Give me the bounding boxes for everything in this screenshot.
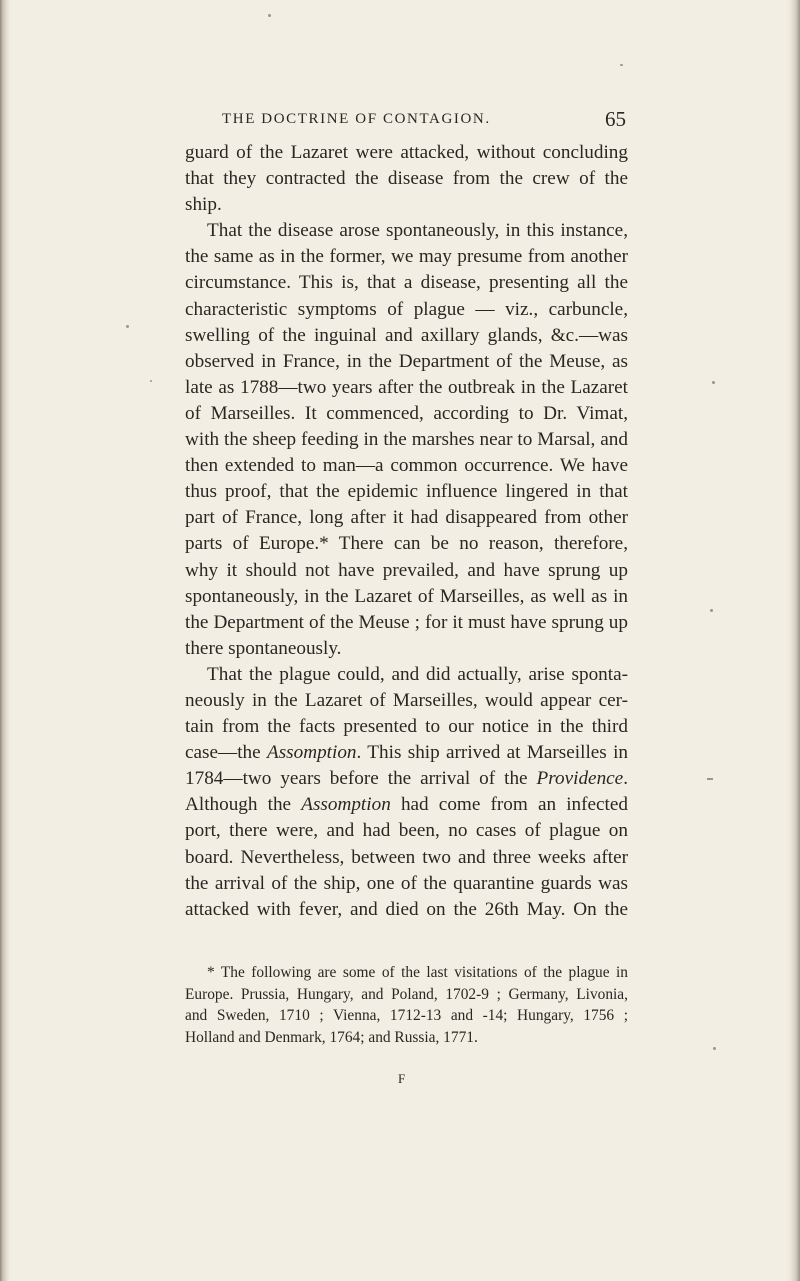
paper-speck — [710, 609, 713, 612]
body-line: the Department of the Meuse ; for it must have sprung up — [185, 611, 628, 633]
paper-speck — [707, 778, 713, 780]
body-line: circumstance. This is, that a disease, presenting all the — [185, 272, 628, 294]
body-line: characteristic symptoms of plague — viz., carbuncle, — [185, 298, 628, 320]
page-header — [222, 106, 626, 132]
signature-mark: F — [398, 1071, 406, 1086]
body-line: case—the Assomption. This ship arrived at Marseilles in — [185, 742, 628, 764]
body-line: ship. — [185, 194, 222, 216]
body-line: Although the Assomption had come from an infected — [185, 794, 628, 816]
footnote-line: * The following are some of the last visitations of the plague in — [207, 964, 628, 981]
paper-speck — [126, 325, 129, 328]
body-line: the arrival of the ship, one of the quarantine guards was — [185, 872, 628, 894]
body-line: port, there were, and had been, no cases of plague on — [185, 820, 628, 842]
body-line: why it should not have prevailed, and have sprung up — [185, 559, 628, 581]
paper-speck — [620, 64, 623, 66]
footnote-line: Europe. Prussia, Hungary, and Poland, 1702-9 ; Germany, Livonia, — [185, 985, 628, 1003]
body-line: 1784—two years before the arrival of the Providence. — [185, 768, 628, 790]
footnote — [185, 962, 628, 1048]
body-line: attacked with fever, and died on the 26th May. On the — [185, 898, 628, 920]
footnote-line: Holland and Denmark, 1764; and Russia, 1771. — [185, 1028, 478, 1046]
body-line: guard of the Lazaret were attacked, without concluding — [185, 142, 628, 163]
body-line: swelling of the inguinal and axillary glands, &c.—was — [185, 324, 628, 346]
body-line: observed in France, in the Department of the Meuse, as — [185, 350, 628, 372]
body-line: with the sheep feeding in the marshes near to Marsal, and — [185, 429, 628, 451]
body-line: That the disease arose spontaneously, in this instance, — [207, 220, 628, 242]
page-edge-left — [0, 0, 10, 1281]
body-line: of Marseilles. It commenced, according to Dr. Vimat, — [185, 402, 628, 424]
body-line: part of France, long after it had disappeared from other — [185, 507, 628, 529]
body-line: That the plague could, and did actually, arise sponta- — [207, 663, 628, 685]
body-line: there spontaneously. — [185, 637, 342, 659]
page-edge-right — [786, 0, 800, 1281]
paper-speck — [268, 14, 271, 17]
body-line: parts of Europe.* There can be no reason, therefore, — [185, 533, 628, 555]
paper-speck — [712, 381, 715, 384]
page-number: 65 — [605, 107, 626, 131]
body-line: spontaneously, in the Lazaret of Marseilles, as well as in — [185, 585, 628, 607]
body-line: neously in the Lazaret of Marseilles, would appear cer- — [185, 689, 628, 711]
paper-speck — [713, 1047, 716, 1050]
body-line: then extended to man—a common occurrence. We have — [185, 455, 628, 477]
body-line: the same as in the former, we may presume from another — [185, 246, 628, 268]
footnote-line: and Sweden, 1710 ; Vienna, 1712-13 and -14; Hungary, 1756 ; — [185, 1007, 628, 1025]
body-line: thus proof, that the epidemic influence lingered in that — [185, 481, 628, 503]
body-line: board. Nevertheless, between two and three weeks after — [185, 846, 628, 868]
running-head: THE DOCTRINE OF CONTAGION. — [222, 111, 491, 127]
body-line: tain from the facts presented to our notice in the third — [185, 716, 628, 738]
body-line: late as 1788—two years after the outbreak in the Lazaret — [185, 376, 628, 398]
body-text — [185, 140, 628, 923]
paper-speck — [150, 380, 152, 382]
body-line: that they contracted the disease from the crew of the — [185, 168, 628, 190]
